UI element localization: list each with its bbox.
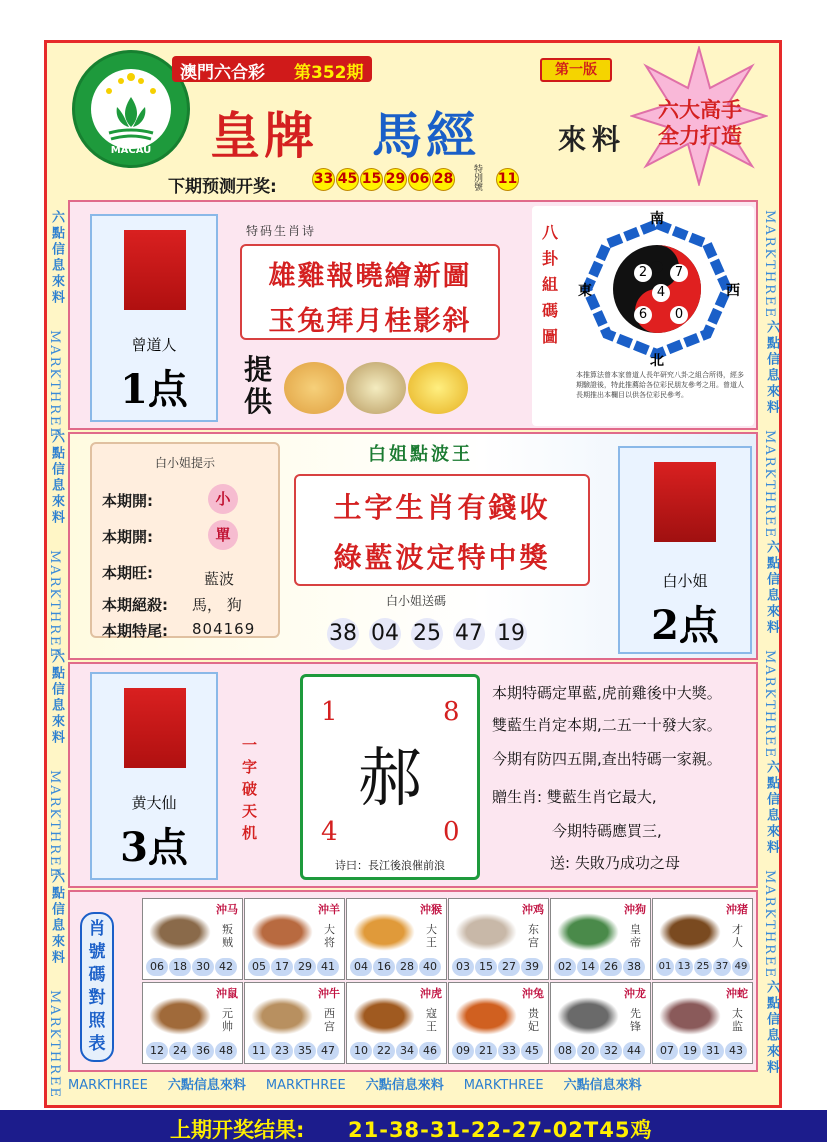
tip-value: 804169 bbox=[192, 620, 256, 638]
bagua-north: 北 bbox=[650, 353, 664, 369]
master-card-1 bbox=[90, 214, 218, 422]
strip-mark: MARKTHREE bbox=[68, 1078, 148, 1093]
zodiac-number: 23 bbox=[271, 1042, 293, 1060]
send-label: 白小姐送碼 bbox=[386, 594, 447, 608]
zodiac-number: 43 bbox=[725, 1042, 747, 1060]
ball: 28 bbox=[432, 168, 455, 191]
zodiac-cell bbox=[652, 898, 753, 980]
ball: 45 bbox=[336, 168, 359, 191]
special-ball: 11 bbox=[496, 168, 519, 191]
zodiac-numbers bbox=[146, 1039, 238, 1060]
vertical-caption: 一字破天机 bbox=[242, 736, 258, 842]
footer-bar bbox=[0, 1110, 827, 1142]
zodiac-number: 06 bbox=[146, 958, 168, 976]
zodiac-numbers bbox=[350, 955, 442, 976]
zodiac-name: 大将 bbox=[324, 923, 335, 949]
zodiac-cell bbox=[142, 982, 243, 1064]
zodiac-tag: 沖狗 bbox=[624, 903, 646, 916]
prediction-balls bbox=[312, 168, 456, 191]
zodiac-number: 44 bbox=[623, 1042, 645, 1060]
zodiac-number: 36 bbox=[192, 1042, 214, 1060]
zodiac-name: 寇王 bbox=[426, 1007, 437, 1033]
strip-brand: 六點信息來料 bbox=[563, 1078, 642, 1093]
pig-icon bbox=[659, 997, 721, 1035]
send-number: 25 bbox=[411, 618, 443, 650]
bagua-title: 八卦組碼圖 bbox=[542, 223, 559, 346]
zodiac-number: 15 bbox=[475, 958, 497, 976]
zodiac-number: 31 bbox=[702, 1042, 724, 1060]
zodiac-number: 45 bbox=[521, 1042, 543, 1060]
zodiac-number: 26 bbox=[600, 958, 622, 976]
strip-brand: 六點信息來料 bbox=[365, 1078, 444, 1093]
zodiac-cell bbox=[142, 898, 243, 980]
strip-mark: MARKTHREE bbox=[265, 1078, 346, 1093]
prediction-label: 下期预测开奖: bbox=[168, 177, 277, 197]
zodiac-tag: 沖兔 bbox=[522, 987, 544, 1000]
section2-poem-box bbox=[294, 474, 590, 586]
zodiac-tag: 沖马 bbox=[216, 903, 238, 916]
corner-number: 0 bbox=[443, 817, 460, 847]
zodiac-number: 17 bbox=[271, 958, 293, 976]
ball: 29 bbox=[384, 168, 407, 191]
side-mark-left-2: MARKTHREE bbox=[47, 550, 62, 659]
special-label: 特別號 bbox=[474, 165, 484, 193]
zodiac-number: 13 bbox=[675, 958, 693, 976]
section1-subtitle: 特码生肖诗 bbox=[246, 224, 317, 238]
zodiac-name: 西宫 bbox=[324, 1007, 335, 1033]
zodiac-tag: 沖猪 bbox=[726, 903, 748, 916]
poem-caption: 诗曰：長江後浪催前浪 bbox=[335, 859, 445, 872]
ball: 06 bbox=[408, 168, 431, 191]
zodiac-cell bbox=[448, 898, 549, 980]
zodiac-cell bbox=[244, 982, 345, 1064]
send-number: 19 bbox=[495, 618, 527, 650]
bagua-num: 0 bbox=[670, 306, 688, 324]
dog-icon bbox=[557, 997, 619, 1035]
side-brand-left-2: 六點信息來料 bbox=[49, 430, 64, 526]
side-mark-left-3: MARKTHREE bbox=[47, 770, 62, 879]
corner-number: 8 bbox=[443, 697, 460, 727]
slogan-line1: 六大高手 bbox=[658, 98, 742, 122]
edition-badge: 第一版 bbox=[540, 58, 612, 82]
send-number: 04 bbox=[369, 618, 401, 650]
zodiac-cell bbox=[346, 898, 447, 980]
zodiac-number: 35 bbox=[294, 1042, 316, 1060]
poem-line: 本期特碼定單藍,虎前雞後中大獎。 bbox=[492, 684, 722, 702]
zodiac-name: 叛贼 bbox=[222, 923, 233, 949]
rabbit-icon bbox=[455, 913, 517, 951]
master-photo-1 bbox=[124, 230, 186, 310]
tip-value: 單 bbox=[208, 520, 238, 550]
title-part1: 皇牌 bbox=[210, 106, 318, 165]
laiyuan-text: 來料 bbox=[558, 123, 627, 156]
zodiac-numbers bbox=[248, 1039, 340, 1060]
poem-line: 雙藍生肖定本期,二五一十發大家。 bbox=[492, 716, 722, 734]
bagua-num: 7 bbox=[670, 264, 688, 282]
zodiac-cell bbox=[244, 898, 345, 980]
side-brand-right-3: 六點信息來料 bbox=[764, 760, 779, 856]
zodiac-number: 05 bbox=[248, 958, 270, 976]
provide-label: 提供 bbox=[244, 353, 273, 418]
zodiac-number: 10 bbox=[350, 1042, 372, 1060]
poem-line-2: 玉兔拜月桂影斜 bbox=[268, 306, 472, 337]
tip-value: 小 bbox=[208, 484, 238, 514]
zodiac-cell bbox=[346, 982, 447, 1064]
section-three bbox=[68, 662, 758, 888]
tiger-icon bbox=[284, 362, 344, 414]
master-points-1: 1点 bbox=[120, 366, 188, 413]
side-mark-right-2: MARKTHREE bbox=[762, 430, 777, 539]
zodiac-number: 16 bbox=[373, 958, 395, 976]
poem-line-1: 土字生肖有錢收 bbox=[333, 491, 551, 524]
corner-number: 4 bbox=[321, 817, 338, 847]
section-one bbox=[68, 200, 758, 430]
master-card-3 bbox=[90, 672, 218, 880]
zodiac-numbers bbox=[656, 954, 751, 976]
zodiac-number: 04 bbox=[350, 958, 372, 976]
zodiac-number: 38 bbox=[623, 958, 645, 976]
zodiac-number: 30 bbox=[192, 958, 214, 976]
lottery-name: 澳門六合彩 bbox=[180, 63, 265, 83]
zodiac-name: 元帅 bbox=[222, 1007, 233, 1033]
tips-title: 白小姐提示 bbox=[154, 456, 215, 470]
master-name-2: 白小姐 bbox=[662, 572, 708, 590]
zodiac-name: 太监 bbox=[732, 1007, 743, 1033]
zodiac-number: 03 bbox=[452, 958, 474, 976]
zodiac-number: 24 bbox=[169, 1042, 191, 1060]
zodiac-tag: 沖鼠 bbox=[216, 987, 238, 1000]
strip-mark: MARKTHREE bbox=[463, 1078, 544, 1093]
zodiac-name: 大王 bbox=[426, 923, 437, 949]
side-brand-right-4: 六點信息來料 bbox=[764, 980, 779, 1076]
big-char-card bbox=[300, 674, 480, 880]
side-brand-left-1: 六點信息來料 bbox=[49, 210, 64, 306]
zodiac-name: 贵妃 bbox=[528, 1007, 539, 1033]
section1-poem-box bbox=[240, 244, 500, 340]
result-label: 上期开奖结果: bbox=[170, 1118, 305, 1142]
zodiac-tag: 沖龙 bbox=[624, 987, 646, 1000]
bagua-note: 本推算法曾本家曾道人長年研究八卦之組合所得，經多期驗證後，特此推薦給各位彩民朋友參考之用。曾道人長期推出本欄目以供各位彩民參考。 bbox=[576, 371, 744, 399]
poem-line: 送: 失敗乃成功之母 bbox=[550, 854, 680, 872]
zodiac-number: 07 bbox=[656, 1042, 678, 1060]
section-two bbox=[68, 432, 758, 660]
master-points-3: 3点 bbox=[120, 824, 188, 871]
send-number: 38 bbox=[327, 618, 359, 650]
zodiac-number: 49 bbox=[732, 958, 750, 976]
rooster-icon bbox=[455, 997, 517, 1035]
zodiac-number: 48 bbox=[215, 1042, 237, 1060]
zodiac-tag: 沖鸡 bbox=[522, 903, 544, 916]
zodiac-title: 肖號碼對照表 bbox=[80, 912, 114, 1062]
side-mark-right-1: MARKTHREE bbox=[762, 210, 777, 319]
side-brand-right-2: 六點信息來料 bbox=[764, 540, 779, 636]
issue-number: 第352期 bbox=[294, 63, 364, 83]
zodiac-cell bbox=[550, 982, 651, 1064]
zodiac-tag: 沖虎 bbox=[420, 987, 442, 1000]
side-mark-right-4: MARKTHREE bbox=[762, 870, 777, 979]
side-brand-left-3: 六點信息來料 bbox=[49, 650, 64, 746]
zodiac-numbers bbox=[146, 955, 238, 976]
side-brand-right-1: 六點信息來料 bbox=[764, 320, 779, 416]
zodiac-number: 22 bbox=[373, 1042, 395, 1060]
tiger-icon bbox=[353, 913, 415, 951]
master-points-2: 2点 bbox=[651, 602, 719, 649]
rat-icon bbox=[149, 913, 211, 951]
master-photo-2 bbox=[654, 462, 716, 542]
zodiac-number: 12 bbox=[146, 1042, 168, 1060]
footer-brand-strip bbox=[68, 1074, 758, 1102]
tips-card bbox=[90, 442, 280, 638]
zodiac-numbers bbox=[656, 1039, 748, 1060]
zodiac-tag: 沖蛇 bbox=[726, 987, 748, 1000]
ox-icon bbox=[346, 362, 406, 414]
zodiac-number: 08 bbox=[554, 1042, 576, 1060]
zodiac-number: 25 bbox=[694, 958, 712, 976]
bagua-west: 西 bbox=[726, 283, 740, 299]
dragon-icon bbox=[557, 913, 619, 951]
zodiac-cell bbox=[550, 898, 651, 980]
tip-label: 本期絕殺: bbox=[102, 596, 168, 614]
zodiac-number: 33 bbox=[498, 1042, 520, 1060]
title-part2: 馬經 bbox=[372, 106, 480, 165]
zodiac-number: 01 bbox=[656, 958, 674, 976]
big-char: 郝 bbox=[358, 742, 422, 816]
monkey-icon bbox=[353, 997, 415, 1035]
dragon-icon bbox=[408, 362, 468, 414]
zodiac-number: 47 bbox=[317, 1042, 339, 1060]
zodiac-number: 32 bbox=[600, 1042, 622, 1060]
zodiac-numbers bbox=[554, 1039, 646, 1060]
ox-icon bbox=[251, 913, 313, 951]
zodiac-name: 才人 bbox=[732, 923, 743, 949]
result-value: 21-38-31-22-27-02T45鸡 bbox=[348, 1118, 653, 1142]
zodiac-number: 42 bbox=[215, 958, 237, 976]
side-mark-left-4: MARKTHREE bbox=[47, 990, 62, 1099]
zodiac-numbers bbox=[554, 955, 646, 976]
zodiac-tag: 沖猴 bbox=[420, 903, 442, 916]
bagua-south: 南 bbox=[650, 211, 664, 227]
bagua-num: 4 bbox=[652, 284, 670, 302]
zodiac-name: 东宫 bbox=[528, 923, 539, 949]
zodiac-number: 11 bbox=[248, 1042, 270, 1060]
zodiac-numbers bbox=[350, 1039, 442, 1060]
tip-label: 本期特尾: bbox=[102, 622, 168, 640]
send-numbers bbox=[322, 618, 532, 650]
master-name-1: 曾道人 bbox=[131, 336, 177, 354]
zodiac-number: 29 bbox=[294, 958, 316, 976]
tip-value: 藍波 bbox=[204, 570, 235, 588]
zodiac-name: 皇帝 bbox=[630, 923, 641, 949]
poem-line: 今期有防四五開,查出特碼一家親。 bbox=[492, 750, 722, 768]
poem-line-2: 綠藍波定特中獎 bbox=[333, 541, 551, 574]
master-name-3: 黄大仙 bbox=[131, 794, 177, 812]
zodiac-number: 46 bbox=[419, 1042, 441, 1060]
master-card-2 bbox=[618, 446, 752, 654]
poem-line: 贈生肖: 雙藍生肖它最大, bbox=[492, 788, 657, 806]
zodiac-numbers bbox=[452, 1039, 544, 1060]
zodiac-cell bbox=[652, 982, 753, 1064]
send-number: 47 bbox=[453, 618, 485, 650]
zodiac-number: 09 bbox=[452, 1042, 474, 1060]
zodiac-number: 40 bbox=[419, 958, 441, 976]
zodiac-number: 34 bbox=[396, 1042, 418, 1060]
emblem-macau-text: MACAU bbox=[110, 145, 152, 156]
zodiac-tag: 沖羊 bbox=[318, 903, 340, 916]
snake-icon bbox=[659, 913, 721, 951]
zodiac-cell bbox=[448, 982, 549, 1064]
ball: 15 bbox=[360, 168, 383, 191]
bagua-num: 2 bbox=[634, 264, 652, 282]
tip-label: 本期旺: bbox=[102, 564, 153, 582]
zodiac-number: 19 bbox=[679, 1042, 701, 1060]
side-brand-left-4: 六點信息來料 bbox=[49, 870, 64, 966]
section2-banner-title: 白姐點波王 bbox=[368, 444, 473, 465]
zodiac-tag: 沖牛 bbox=[318, 987, 340, 1000]
poem-line: 今期特碼應買三, bbox=[552, 822, 662, 840]
goat-icon bbox=[251, 997, 313, 1035]
slogan-line2: 全力打造 bbox=[658, 124, 742, 148]
corner-number: 1 bbox=[321, 697, 338, 727]
side-mark-right-3: MARKTHREE bbox=[762, 650, 777, 759]
tip-label: 本期開: bbox=[102, 528, 153, 546]
tip-label: 本期開: bbox=[102, 492, 153, 510]
zodiac-number: 27 bbox=[498, 958, 520, 976]
zodiac-number: 14 bbox=[577, 958, 599, 976]
bagua-panel bbox=[532, 206, 754, 426]
ball: 33 bbox=[312, 168, 335, 191]
zodiac-numbers bbox=[452, 955, 544, 976]
zodiac-name: 先锋 bbox=[630, 1007, 641, 1033]
lottery-banner bbox=[172, 56, 372, 82]
zodiac-number: 39 bbox=[521, 958, 543, 976]
zodiac-number: 37 bbox=[713, 958, 731, 976]
horse-icon bbox=[149, 997, 211, 1035]
zodiac-number: 21 bbox=[475, 1042, 497, 1060]
bagua-num: 6 bbox=[634, 306, 652, 324]
zodiac-number: 20 bbox=[577, 1042, 599, 1060]
bagua-east: 東 bbox=[578, 283, 592, 299]
strip-brand: 六點信息來料 bbox=[167, 1078, 246, 1093]
master-photo-3 bbox=[124, 688, 186, 768]
zodiac-numbers bbox=[248, 955, 340, 976]
tip-value: 馬， 狗 bbox=[192, 596, 242, 614]
side-mark-left-1: MARKTHREE bbox=[47, 330, 62, 439]
poem-line-1: 雄雞報曉繪新圖 bbox=[268, 261, 472, 292]
zodiac-number: 02 bbox=[554, 958, 576, 976]
zodiac-number: 41 bbox=[317, 958, 339, 976]
zodiac-number: 28 bbox=[396, 958, 418, 976]
zodiac-number: 18 bbox=[169, 958, 191, 976]
